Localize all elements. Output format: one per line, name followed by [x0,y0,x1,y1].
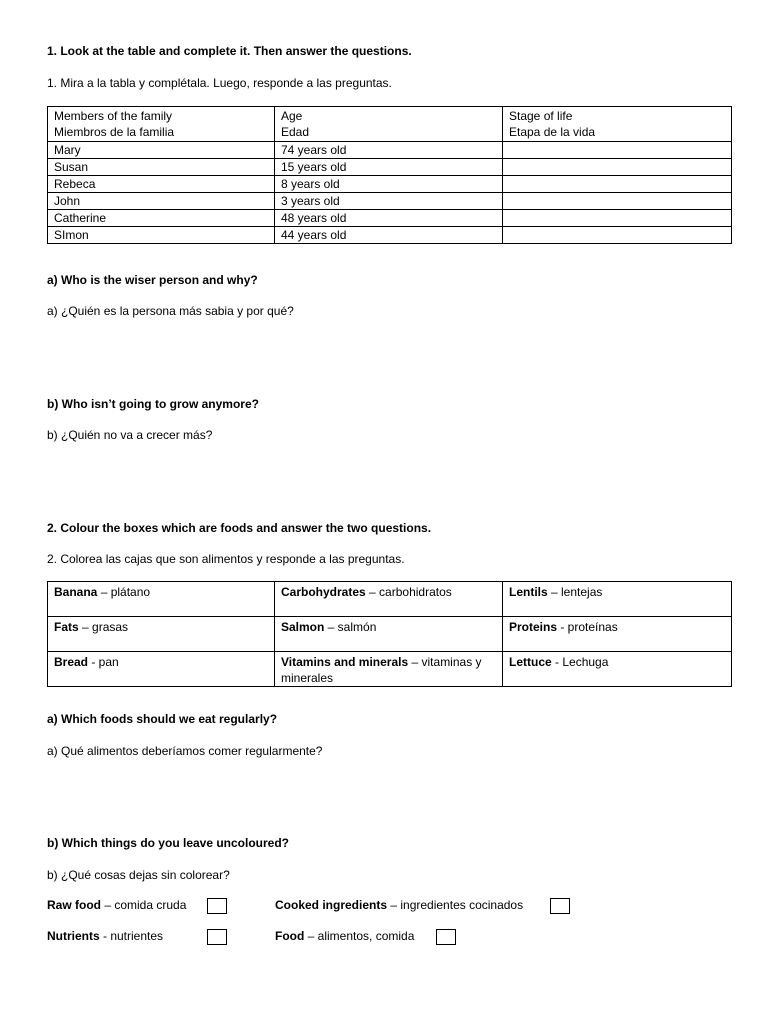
table-row [48,582,732,617]
table-row [48,159,732,176]
stage-cell[interactable] [503,176,732,193]
family-table [47,106,732,244]
option-nutrients-label: Nutrients - nutrientes [47,929,164,943]
food-box[interactable]: Lentils – lentejas [503,582,732,617]
table-row [48,227,732,244]
table-row [48,193,732,210]
option-food-checkbox[interactable] [436,929,456,945]
q1-title-en: 1. Look at the table and complete it. Then answer the questions. [47,44,412,58]
food-box[interactable]: Lettuce - Lechuga [503,652,732,687]
member-name: Susan [48,159,275,176]
option-cooked-checkbox[interactable] [550,898,570,914]
option-raw-food-checkbox[interactable] [207,898,227,914]
q1b-en: b) Who isn’t going to grow anymore? [47,397,259,411]
q2-title-en: 2. Colour the boxes which are foods and answer the two questions. [47,521,432,535]
member-name: Mary [48,142,275,159]
food-box[interactable]: Salmon – salmón [275,617,503,652]
table-row [48,176,732,193]
food-table [47,581,732,687]
header-members: Members of the family Miembros de la familia [48,107,275,142]
food-box[interactable]: Carbohydrates – carbohidratos [275,582,503,617]
q2b-en: b) Which things do you leave uncoloured? [47,836,290,850]
member-age: 15 years old [275,159,503,176]
stage-cell[interactable] [503,210,732,227]
q1-title-es: 1. Mira a la tabla y complétala. Luego, responde a las preguntas. [47,76,392,90]
member-name: SImon [48,227,275,244]
q2a-en: a) Which foods should we eat regularly? [47,712,278,726]
food-box[interactable]: Bread - pan [48,652,275,687]
member-name: Rebeca [48,176,275,193]
header-stage: Stage of life Etapa de la vida [503,107,732,142]
q2-title-es: 2. Colorea las cajas que son alimentos y responde a las preguntas. [47,552,405,566]
member-age: 48 years old [275,210,503,227]
table-row [48,142,732,159]
member-age: 3 years old [275,193,503,210]
food-box[interactable]: Banana – plátano [48,582,275,617]
food-box[interactable]: Vitamins and minerals – vitaminas y minerales [275,652,503,687]
member-age: 8 years old [275,176,503,193]
stage-cell[interactable] [503,227,732,244]
stage-cell[interactable] [503,159,732,176]
stage-cell[interactable] [503,193,732,210]
header-age: Age Edad [275,107,503,142]
option-food-label: Food – alimentos, comida [275,929,415,943]
table-row [48,652,732,687]
option-raw-food-label: Raw food – comida cruda [47,898,187,912]
stage-cell[interactable] [503,142,732,159]
member-age: 44 years old [275,227,503,244]
q1a-es: a) ¿Quién es la persona más sabia y por qué? [47,304,294,318]
member-age: 74 years old [275,142,503,159]
table-row [48,617,732,652]
food-box[interactable]: Fats – grasas [48,617,275,652]
q1b-es: b) ¿Quién no va a crecer más? [47,428,213,442]
table-row [48,210,732,227]
food-box[interactable]: Proteins - proteínas [503,617,732,652]
q2a-es: a) Qué alimentos deberíamos comer regularmente? [47,744,323,758]
option-nutrients-checkbox[interactable] [207,929,227,945]
member-name: John [48,193,275,210]
member-name: Catherine [48,210,275,227]
q1a-en: a) Who is the wiser person and why? [47,273,258,287]
option-cooked-label: Cooked ingredients – ingredientes cocinados [275,898,524,912]
q2b-es: b) ¿Qué cosas dejas sin colorear? [47,868,230,882]
